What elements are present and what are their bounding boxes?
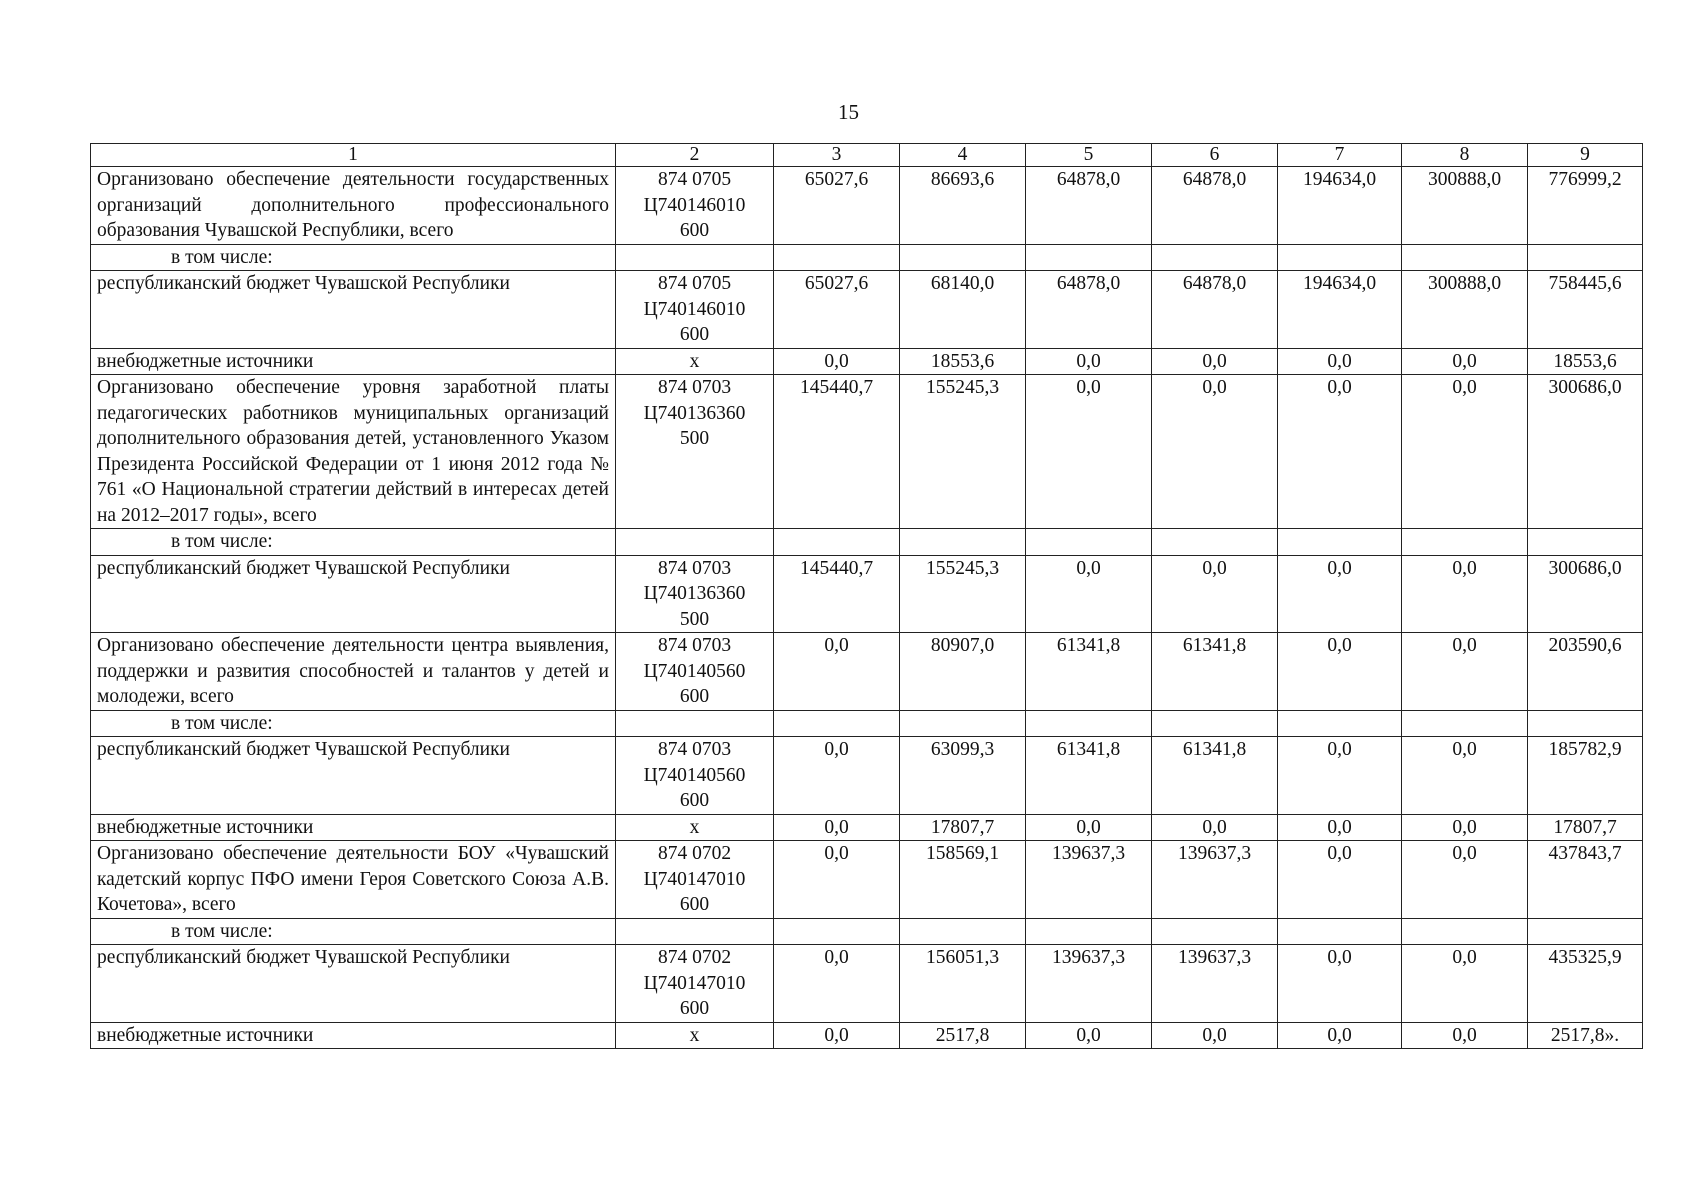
column-number-3: 3 [774, 144, 900, 167]
value-cell-col-9 [1528, 710, 1643, 737]
table-row [91, 167, 1643, 245]
value-cell-col-7: 0,0 [1278, 945, 1402, 1023]
value-cell-col-4: 18553,6 [900, 348, 1026, 375]
value-cell-col-6 [1152, 710, 1278, 737]
value-cell-col-4: 68140,0 [900, 271, 1026, 349]
subheading-cell: в том числе: [91, 529, 616, 556]
value-cell-col-6 [1152, 244, 1278, 271]
table-row [91, 271, 1643, 349]
value-cell-col-9: 185782,9 [1528, 737, 1643, 815]
value-cell-col-8: 0,0 [1402, 737, 1528, 815]
value-cell-col-6: 0,0 [1152, 1022, 1278, 1049]
budget-code-line: 874 0702 [657, 947, 732, 968]
budget-code-line: 600 [679, 220, 710, 241]
value-cell-col-9 [1528, 918, 1643, 945]
value-cell-col-7: 194634,0 [1278, 271, 1402, 349]
budget-code-cell [616, 375, 774, 529]
value-cell-col-7 [1278, 244, 1402, 271]
value-cell-col-4: 2517,8 [900, 1022, 1026, 1049]
budget-code-cell [616, 737, 774, 815]
value-cell-col-8: 0,0 [1402, 814, 1528, 841]
value-cell-col-8: 300888,0 [1402, 271, 1528, 349]
budget-code-line: 874 0703 [657, 739, 732, 760]
budget-code-line: 874 0705 [657, 169, 732, 190]
budget-code-cell [616, 529, 774, 556]
value-cell-col-5: 0,0 [1026, 814, 1152, 841]
budget-code-line: Ц740136360 [643, 402, 746, 424]
budget-code-line: Ц740140560 [643, 764, 746, 786]
budget-code-line: Ц740146010 [643, 194, 746, 216]
value-cell-col-8: 0,0 [1402, 555, 1528, 633]
value-cell-col-3 [774, 529, 900, 556]
value-cell-col-6: 64878,0 [1152, 271, 1278, 349]
description-cell: Организовано обеспечение уровня заработной платы педагогических работников муниципальных организаций дополнительного образования детей, установленного Указом Президента Российской Федерации от 1 июня 2012 года № 761 «О Национальной стратегии действий в интересах детей на 2012–2017 годы», всего [91, 375, 616, 529]
budget-code-cell [616, 710, 774, 737]
value-cell-col-6: 0,0 [1152, 348, 1278, 375]
value-cell-col-9: 758445,6 [1528, 271, 1643, 349]
value-cell-col-3: 0,0 [774, 348, 900, 375]
value-cell-col-3 [774, 918, 900, 945]
value-cell-col-8 [1402, 918, 1528, 945]
column-number-8: 8 [1402, 144, 1528, 167]
value-cell-col-4: 63099,3 [900, 737, 1026, 815]
value-cell-col-7: 194634,0 [1278, 167, 1402, 245]
value-cell-col-6: 0,0 [1152, 814, 1278, 841]
value-cell-col-3: 0,0 [774, 633, 900, 711]
column-number-9: 9 [1528, 144, 1643, 167]
value-cell-col-6 [1152, 529, 1278, 556]
value-cell-col-7 [1278, 529, 1402, 556]
value-cell-col-3: 145440,7 [774, 555, 900, 633]
table-row [91, 945, 1643, 1023]
column-number-4: 4 [900, 144, 1026, 167]
value-cell-col-9: 18553,6 [1528, 348, 1643, 375]
table-body [91, 144, 1643, 1049]
table-header-row [91, 144, 1643, 167]
value-cell-col-5: 0,0 [1026, 1022, 1152, 1049]
value-cell-col-7 [1278, 918, 1402, 945]
budget-code-line: х [689, 816, 700, 838]
value-cell-col-6: 0,0 [1152, 375, 1278, 529]
budget-code-cell [616, 633, 774, 711]
value-cell-col-3: 0,0 [774, 1022, 900, 1049]
table-row [91, 555, 1643, 633]
value-cell-col-9: 2517,8». [1528, 1022, 1643, 1049]
value-cell-col-6: 139637,3 [1152, 841, 1278, 919]
value-cell-col-9: 776999,2 [1528, 167, 1643, 245]
value-cell-col-6: 61341,8 [1152, 737, 1278, 815]
value-cell-col-6: 0,0 [1152, 555, 1278, 633]
budget-code-cell [616, 918, 774, 945]
column-number-6: 6 [1152, 144, 1278, 167]
description-cell: Организовано обеспечение деятельности БОУ «Чувашский кадетский корпус ПФО имени Героя Советского Союза А.В. Кочетова», всего [91, 841, 616, 919]
budget-code-line: Ц740140560 [643, 660, 746, 682]
value-cell-col-8 [1402, 244, 1528, 271]
value-cell-col-3: 0,0 [774, 841, 900, 919]
table-row [91, 529, 1643, 556]
description-cell: республиканский бюджет Чувашской Республики [91, 945, 616, 1023]
value-cell-col-9: 300686,0 [1528, 555, 1643, 633]
value-cell-col-3 [774, 244, 900, 271]
budget-code-cell [616, 271, 774, 349]
value-cell-col-5: 139637,3 [1026, 945, 1152, 1023]
budget-code-line: Ц740136360 [643, 583, 746, 604]
budget-code-line: Ц740147010 [643, 972, 746, 994]
value-cell-col-7: 0,0 [1278, 841, 1402, 919]
budget-code-cell [616, 244, 774, 271]
description-cell: внебюджетные источники [91, 348, 616, 375]
budget-code-line: 874 0703 [657, 635, 732, 656]
value-cell-col-7: 0,0 [1278, 1022, 1402, 1049]
value-cell-col-4: 155245,3 [900, 375, 1026, 529]
value-cell-col-6: 61341,8 [1152, 633, 1278, 711]
value-cell-col-8: 0,0 [1402, 1022, 1528, 1049]
description-cell: республиканский бюджет Чувашской Республики [91, 555, 616, 633]
value-cell-col-9: 437843,7 [1528, 841, 1643, 919]
budget-code-cell [616, 945, 774, 1023]
budget-code-line: 874 0703 [657, 557, 732, 579]
value-cell-col-9: 300686,0 [1528, 375, 1643, 529]
value-cell-col-7: 0,0 [1278, 737, 1402, 815]
description-cell: Организовано обеспечение деятельности центра выявления, поддержки и развития способностей и талантов у детей и молодежи, всего [91, 633, 616, 711]
subheading-cell: в том числе: [91, 244, 616, 271]
budget-code-line: Ц740146010 [643, 298, 746, 320]
budget-code-line: 600 [679, 894, 710, 915]
table-row [91, 737, 1643, 815]
value-cell-col-9: 17807,7 [1528, 814, 1643, 841]
value-cell-col-8 [1402, 529, 1528, 556]
budget-table [90, 143, 1643, 1049]
value-cell-col-8: 0,0 [1402, 348, 1528, 375]
description-cell: Организовано обеспечение деятельности государственных организаций дополнительного профессионального образования Чувашской Республики, всего [91, 167, 616, 245]
value-cell-col-9: 203590,6 [1528, 633, 1643, 711]
budget-code-line: 500 [679, 428, 710, 449]
value-cell-col-5: 61341,8 [1026, 633, 1152, 711]
value-cell-col-8: 300888,0 [1402, 167, 1528, 245]
value-cell-col-8: 0,0 [1402, 375, 1528, 529]
budget-code-line: 500 [679, 608, 710, 630]
value-cell-col-4: 80907,0 [900, 633, 1026, 711]
value-cell-col-8: 0,0 [1402, 945, 1528, 1023]
budget-code-line: х [689, 350, 700, 372]
budget-code-line: Ц740147010 [643, 868, 746, 890]
column-number-1: 1 [91, 144, 616, 167]
value-cell-col-7 [1278, 710, 1402, 737]
value-cell-col-5: 0,0 [1026, 348, 1152, 375]
budget-code-line: 600 [679, 790, 710, 811]
table-row [91, 375, 1643, 529]
value-cell-col-5: 61341,8 [1026, 737, 1152, 815]
subheading-cell: в том числе: [91, 918, 616, 945]
value-cell-col-5: 64878,0 [1026, 167, 1152, 245]
value-cell-col-5: 0,0 [1026, 555, 1152, 633]
value-cell-col-4 [900, 244, 1026, 271]
value-cell-col-4: 156051,3 [900, 945, 1026, 1023]
description-cell: республиканский бюджет Чувашской Республики [91, 737, 616, 815]
budget-code-line: х [689, 1024, 700, 1046]
value-cell-col-6 [1152, 918, 1278, 945]
budget-code-line: 874 0705 [657, 273, 732, 294]
table-row [91, 633, 1643, 711]
value-cell-col-7: 0,0 [1278, 814, 1402, 841]
budget-code-cell [616, 814, 774, 841]
column-number-7: 7 [1278, 144, 1402, 167]
value-cell-col-5: 64878,0 [1026, 271, 1152, 349]
budget-code-line: 874 0702 [657, 843, 732, 864]
table-row [91, 1022, 1643, 1049]
budget-code-cell [616, 1022, 774, 1049]
description-cell: внебюджетные источники [91, 1022, 616, 1049]
value-cell-col-9 [1528, 244, 1643, 271]
value-cell-col-6: 64878,0 [1152, 167, 1278, 245]
budget-code-line: 874 0703 [657, 377, 732, 398]
value-cell-col-5 [1026, 710, 1152, 737]
value-cell-col-5 [1026, 244, 1152, 271]
value-cell-col-8: 0,0 [1402, 841, 1528, 919]
budget-code-cell [616, 348, 774, 375]
column-number-5: 5 [1026, 144, 1152, 167]
value-cell-col-5: 0,0 [1026, 375, 1152, 529]
budget-code-cell [616, 167, 774, 245]
value-cell-col-4: 86693,6 [900, 167, 1026, 245]
value-cell-col-8 [1402, 710, 1528, 737]
table-row [91, 814, 1643, 841]
value-cell-col-4 [900, 710, 1026, 737]
value-cell-col-3: 0,0 [774, 814, 900, 841]
value-cell-col-4: 155245,3 [900, 555, 1026, 633]
value-cell-col-3: 65027,6 [774, 167, 900, 245]
budget-code-cell [616, 555, 774, 633]
value-cell-col-4 [900, 918, 1026, 945]
budget-code-line: 600 [679, 998, 710, 1019]
value-cell-col-5 [1026, 529, 1152, 556]
value-cell-col-9 [1528, 529, 1643, 556]
budget-code-cell [616, 841, 774, 919]
value-cell-col-3: 145440,7 [774, 375, 900, 529]
column-number-2: 2 [616, 144, 774, 167]
description-cell: внебюджетные источники [91, 814, 616, 841]
value-cell-col-8: 0,0 [1402, 633, 1528, 711]
table-row [91, 918, 1643, 945]
budget-code-line: 600 [679, 324, 710, 345]
value-cell-col-7: 0,0 [1278, 375, 1402, 529]
value-cell-col-7: 0,0 [1278, 555, 1402, 633]
value-cell-col-9: 435325,9 [1528, 945, 1643, 1023]
table-row [91, 841, 1643, 919]
table-row [91, 710, 1643, 737]
value-cell-col-5: 139637,3 [1026, 841, 1152, 919]
page-number: 15 [838, 100, 859, 124]
value-cell-col-3 [774, 710, 900, 737]
subheading-cell: в том числе: [91, 710, 616, 737]
table-row [91, 244, 1643, 271]
value-cell-col-7: 0,0 [1278, 348, 1402, 375]
value-cell-col-5 [1026, 918, 1152, 945]
value-cell-col-3: 0,0 [774, 737, 900, 815]
table-row [91, 348, 1643, 375]
description-cell: республиканский бюджет Чувашской Республики [91, 271, 616, 349]
value-cell-col-4: 17807,7 [900, 814, 1026, 841]
value-cell-col-4 [900, 529, 1026, 556]
value-cell-col-4: 158569,1 [900, 841, 1026, 919]
value-cell-col-7: 0,0 [1278, 633, 1402, 711]
value-cell-col-3: 0,0 [774, 945, 900, 1023]
value-cell-col-3: 65027,6 [774, 271, 900, 349]
budget-code-line: 600 [679, 686, 710, 707]
value-cell-col-6: 139637,3 [1152, 945, 1278, 1023]
